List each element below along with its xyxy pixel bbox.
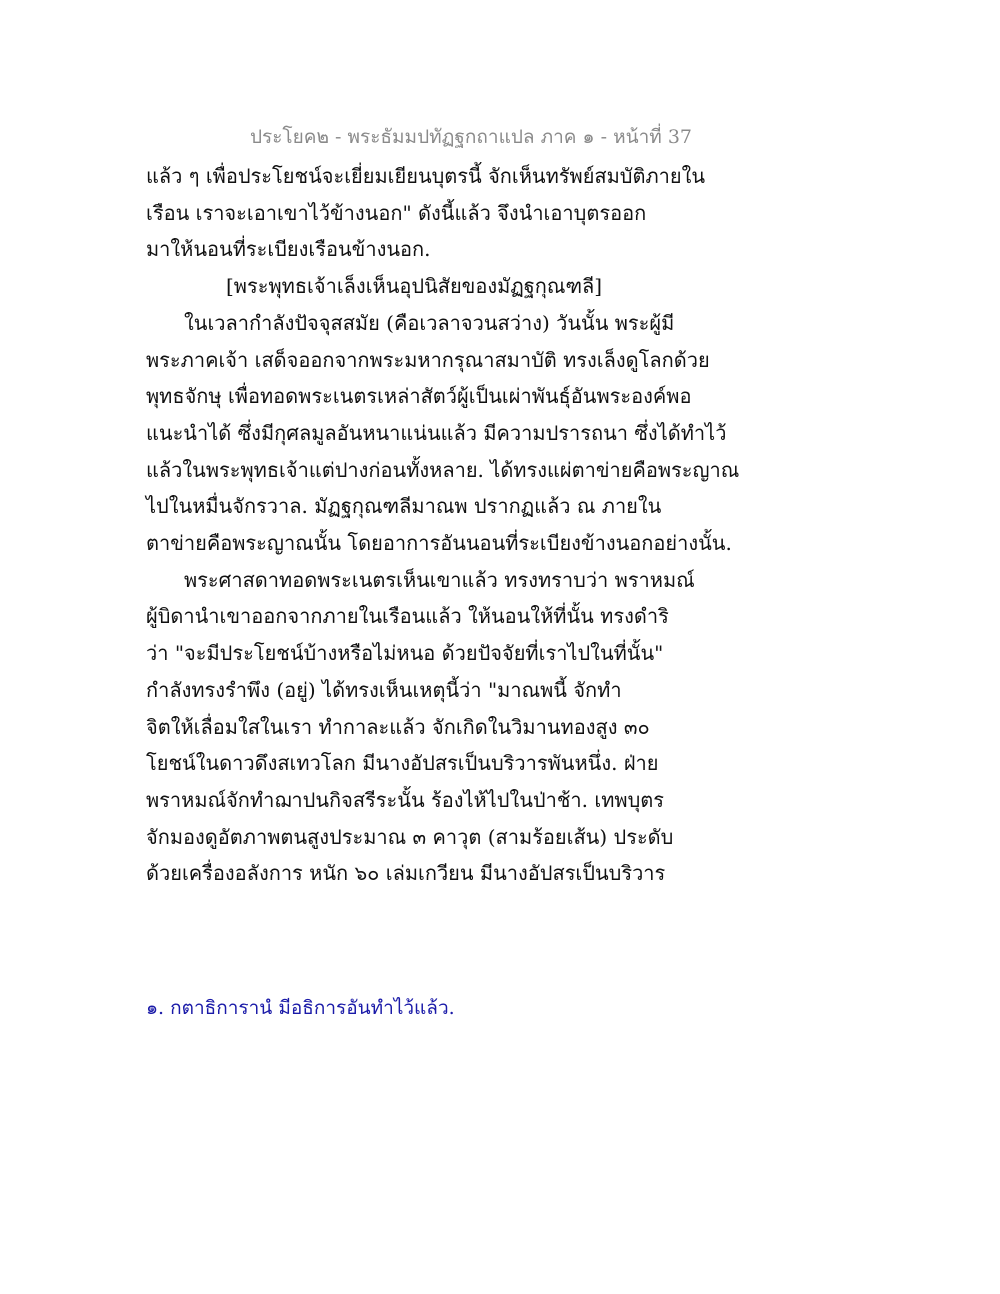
text-line: มาให้นอนที่ระเบียงเรือนข้างนอก. — [146, 237, 431, 262]
text-line: โยชน์ในดาวดึงสเทวโลก มีนางอัปสรเป็นบริวารพันหนึ่ง. ฝ่าย — [146, 751, 659, 776]
paragraph-start-line: พระศาสดาทอดพระเนตรเห็นเขาแล้ว ทรงทราบว่า พราหมณ์ — [184, 567, 695, 592]
text-line: เรือน เราจะเอาเขาไว้ข้างนอก" ดังนี้แล้ว จึงนำเอาบุตรออก — [146, 200, 647, 225]
text-line: จักมองดูอัตภาพตนสูงประมาณ ๓ คาวุต (สามร้อยเส้น) ประดับ — [146, 824, 674, 849]
text-line: พราหมณ์จักทำฌาปนกิจสรีระนั้น ร้องไห้ไปในป่าช้า. เทพบุตร — [146, 787, 664, 812]
text-line: กำลังทรงรำพึง (อยู่) ได้ทรงเห็นเหตุนี้ว่า "มาณพนี้ จักทำ — [146, 677, 622, 702]
paragraph-start-line: ในเวลากำลังปัจจุสสมัย (คือเวลาจวนสว่าง) วันนั้น พระผู้มี — [184, 310, 675, 335]
text-line: แนะนำได้ ซึ่งมีกุศลมูลอันหนาแน่นแล้ว มีความปรารถนา ซึ่งได้ทำไว้ — [146, 420, 727, 445]
text-line: พุทธจักษุ เพื่อทอดพระเนตรเหล่าสัตว์ผู้เป็นเผ่าพันธุ์อันพระองค์พอ — [146, 384, 692, 409]
text-line: ไปในหมื่นจักรวาล. มัฏฐกุณฑลีมาณพ ปรากฏแล้ว ณ ภายใน — [146, 494, 662, 519]
running-header: ประโยค๒ - พระธัมมปทัฏฐกถาแปล ภาค ๑ - หน้าที่ 37 — [249, 126, 692, 148]
text-line: ตาข่ายคือพระญาณนั้น โดยอาการอันนอนที่ระเบียงข้างนอกอย่างนั้น. — [146, 531, 732, 556]
text-line: ว่า "จะมีประโยชน์บ้างหรือไม่หนอ ด้วยปัจจัยที่เราไปในที่นั้น" — [146, 641, 664, 666]
text-line: พระภาคเจ้า เสด็จออกจากพระมหากรุณาสมาบัติ ทรงเล็งดูโลกด้วย — [146, 347, 710, 372]
text-line: ผู้บิดานำเขาออกจากภายในเรือนแล้ว ให้นอนให้ที่นั้น ทรงดำริ — [146, 604, 669, 629]
body-text — [146, 158, 740, 892]
text-line: จิตให้เลื่อมใสในเรา ทำกาละแล้ว จักเกิดในวิมานทองสูง ๓๐ — [146, 714, 650, 739]
text-line: แล้วในพระพุทธเจ้าแต่ปางก่อนทั้งหลาย. ได้ทรงแผ่ตาข่ายคือพระญาณ — [146, 457, 740, 482]
text-line: แล้ว ๆ เพื่อประโยชน์จะเยี่ยมเยียนบุตรนี้ จักเห็นทรัพย์สมบัติภายใน — [146, 164, 706, 188]
text-line: ด้วยเครื่องอลังการ หนัก ๖๐ เล่มเกวียน มีนางอัปสรเป็นบริวาร — [146, 861, 666, 886]
section-heading: [พระพุทธเจ้าเล็งเห็นอุปนิสัยของมัฏฐกุณฑลี] — [226, 274, 603, 299]
footnote: ๑. กตาธิการานํ มีอธิการอันทำไว้แล้ว. — [146, 997, 455, 1019]
